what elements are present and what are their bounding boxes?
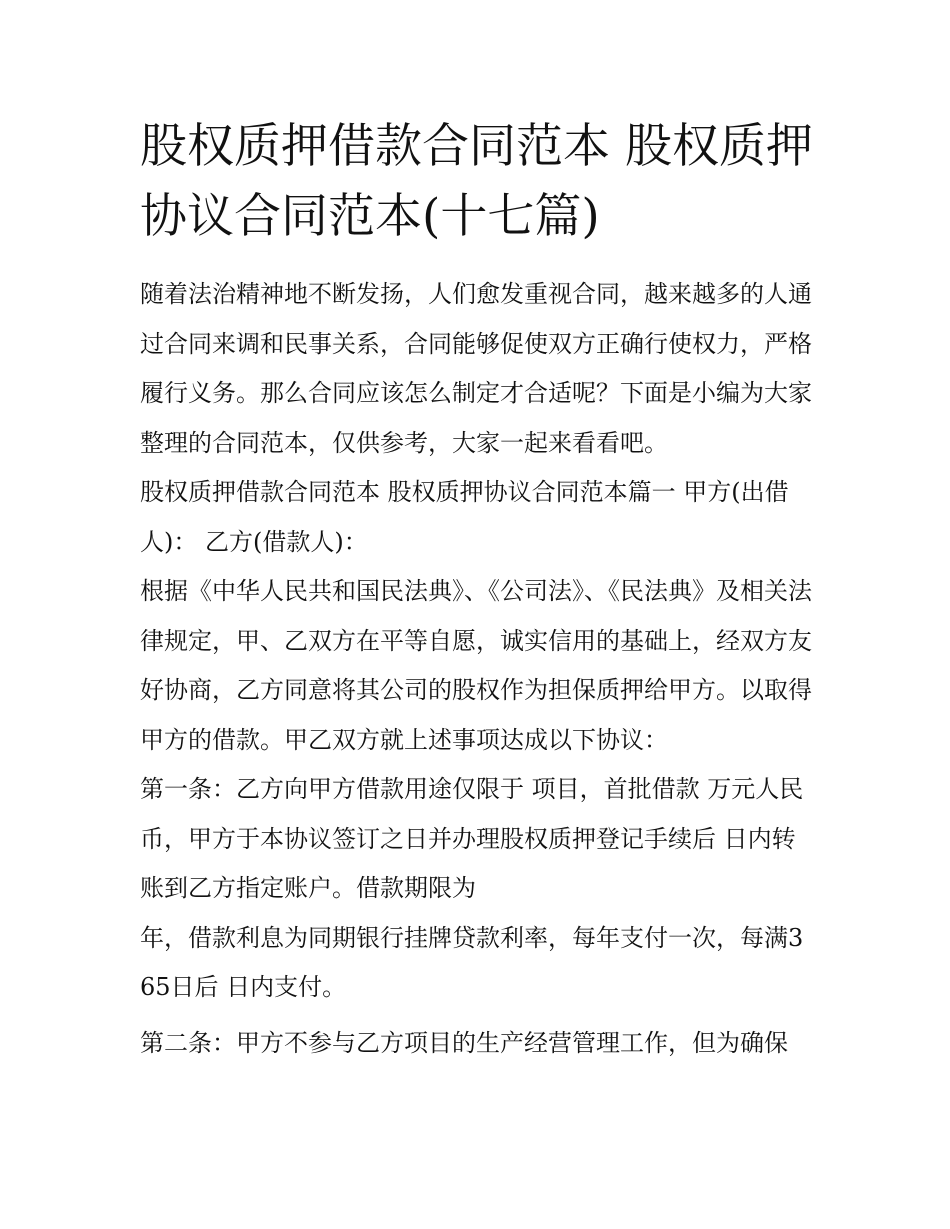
paragraph-article-1-continued: 年，借款利息为同期银行挂牌贷款利率，每年支付一次，每满365日后 日内支付。 xyxy=(140,923,804,1001)
paragraph-intro: 随着法治精神地不断发扬，人们愈发重视合同，越来越多的人通过合同来调和民事关系，合同能够促使双方正确行使权力，严格履行义务。那么合同应该怎么制定才合适呢？下面是小编为大家整理的合同范本，仅供参考，大家一起来看看吧。 xyxy=(140,280,812,457)
paragraph-article-2: 第二条：甲方不参与乙方项目的生产经营管理工作，但为确保 xyxy=(140,1028,788,1057)
document-title: 股权质押借款合同范本 股权质押协议合同范本(十七篇) xyxy=(140,119,813,244)
paragraph-legal-basis: 根据《中华人民共和国民法典》、《公司法》、《民法典》及相关法律规定，甲、乙双方在平等自愿，诚实信用的基础上，经双方友好协商，乙方同意将其公司的股权作为担保质押给甲方。以取得甲方的借款。甲乙双方就上述事项达成以下协议： xyxy=(140,577,812,754)
paragraph-article-1: 第一条：乙方向甲方借款用途仅限于 项目，首批借款 万元人民币，甲方于本协议签订之日并办理股权质押登记手续后 日内转账到乙方指定账户。借款期限为 xyxy=(140,775,804,902)
document-body xyxy=(140,112,816,1068)
paragraph-parties: 股权质押借款合同范本 股权质押协议合同范本篇一 甲方(出借人)： 乙方(借款人)： xyxy=(140,478,789,556)
